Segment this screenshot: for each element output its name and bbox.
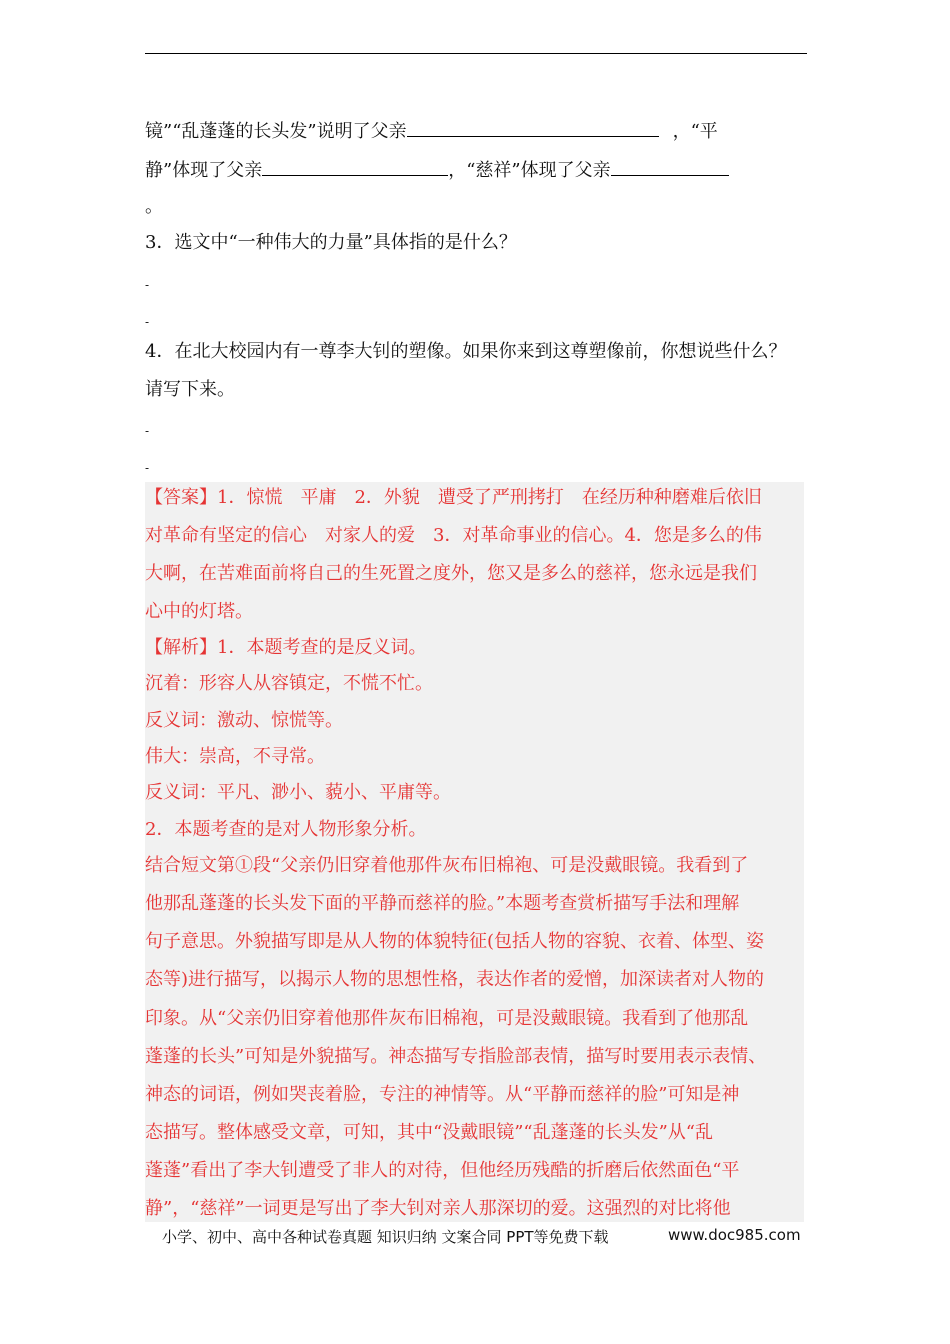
analysis-line: 静”，“慈祥”一词更是写出了李大钊对亲人那深切的爱。这强烈的对比将他 xyxy=(145,1198,731,1219)
analysis-line: 结合短文第①段“父亲仍旧穿着他那件灰布旧棉袍、可是没戴眼镜。我看到了 xyxy=(145,855,749,876)
question-2-line-1 xyxy=(145,118,718,143)
question-4-line-2: 请写下来。 xyxy=(145,379,235,400)
answer-line-marker: - xyxy=(145,424,150,438)
answer-line-marker: - xyxy=(145,278,150,292)
answer-blank[interactable] xyxy=(611,157,729,176)
question-2-line-2 xyxy=(145,157,729,182)
answer-line: 对革命有坚定的信心 对家人的爱 3．对革命事业的信心。4．您是多么的伟 xyxy=(145,525,762,546)
answer-blank[interactable] xyxy=(262,157,448,176)
footer-text: 小学、初中、高中各种试卷真题 知识归纳 文案合同 PPT等免费下载 xyxy=(162,1228,609,1246)
answer-analysis-section xyxy=(145,482,804,1222)
analysis-line: 反义词：激动、惊慌等。 xyxy=(145,710,343,731)
question-2-line-3: 。 xyxy=(145,196,163,217)
answer-line-marker: - xyxy=(145,461,150,475)
analysis-line: 蓬蓬的长头”可知是外貌描写。神态描写专指脸部表情，描写时要用表示表情、 xyxy=(145,1046,767,1067)
question-text: ，“慈祥”体现了父亲 xyxy=(448,160,611,181)
answer-line-marker: - xyxy=(145,315,150,329)
answer-line: 大啊，在苦难面前将自己的生死置之度外，您又是多么的慈祥，您永远是我们 xyxy=(145,563,757,584)
analysis-line: 句子意思。外貌描写即是从人物的体貌特征(包括人物的容貌、衣着、体型、姿 xyxy=(145,931,765,952)
analysis-line: 蓬蓬”看出了李大钊遭受了非人的对待，但他经历残酷的折磨后依然面色“平 xyxy=(145,1160,740,1181)
answer-line: 心中的灯塔。 xyxy=(145,601,253,622)
footer-url[interactable]: www.doc985.com xyxy=(668,1226,801,1244)
question-4-line-1: 4．在北大校园内有一尊李大钊的塑像。如果你来到这尊塑像前，你想说些什么？ xyxy=(145,341,787,362)
analysis-line: 反义词：平凡、渺小、藐小、平庸等。 xyxy=(145,782,451,803)
question-text: 镜”“乱蓬蓬的长头发”说明了父亲 xyxy=(145,121,407,142)
analysis-line: 伟大：崇高，不寻常。 xyxy=(145,746,325,767)
answer-blank[interactable] xyxy=(407,118,659,137)
analysis-line: 神态的词语，例如哭丧着脸，专注的神情等。从“平静而慈祥的脸”可知是神 xyxy=(145,1084,740,1105)
analysis-line: 印象。从“父亲仍旧穿着他那件灰布旧棉袍，可是没戴眼镜。我看到了他那乱 xyxy=(145,1008,749,1029)
question-text: ，“平 xyxy=(672,121,718,142)
analysis-line: 【解析】1．本题考查的是反义词。 xyxy=(145,637,427,658)
header-rule xyxy=(145,53,807,54)
answer-line: 【答案】1．惊慌 平庸 2．外貌 遭受了严刑拷打 在经历种种磨难后依旧 xyxy=(145,487,762,508)
analysis-line: 沉着：形容人从容镇定，不慌不忙。 xyxy=(145,673,433,694)
analysis-line: 态描写。整体感受文章，可知，其中“没戴眼镜”“乱蓬蓬的长头发”从“乱 xyxy=(145,1122,714,1143)
analysis-line: 态等)进行描写，以揭示人物的思想性格，表达作者的爱憎，加深读者对人物的 xyxy=(145,969,765,990)
question-text: 静”体现了父亲 xyxy=(145,160,263,181)
analysis-line: 他那乱蓬蓬的长头发下面的平静而慈祥的脸。”本题考查赏析描写手法和理解 xyxy=(145,893,740,914)
question-3: 3．选文中“一种伟大的力量”具体指的是什么？ xyxy=(145,232,517,253)
analysis-line: 2．本题考查的是对人物形象分析。 xyxy=(145,819,427,840)
